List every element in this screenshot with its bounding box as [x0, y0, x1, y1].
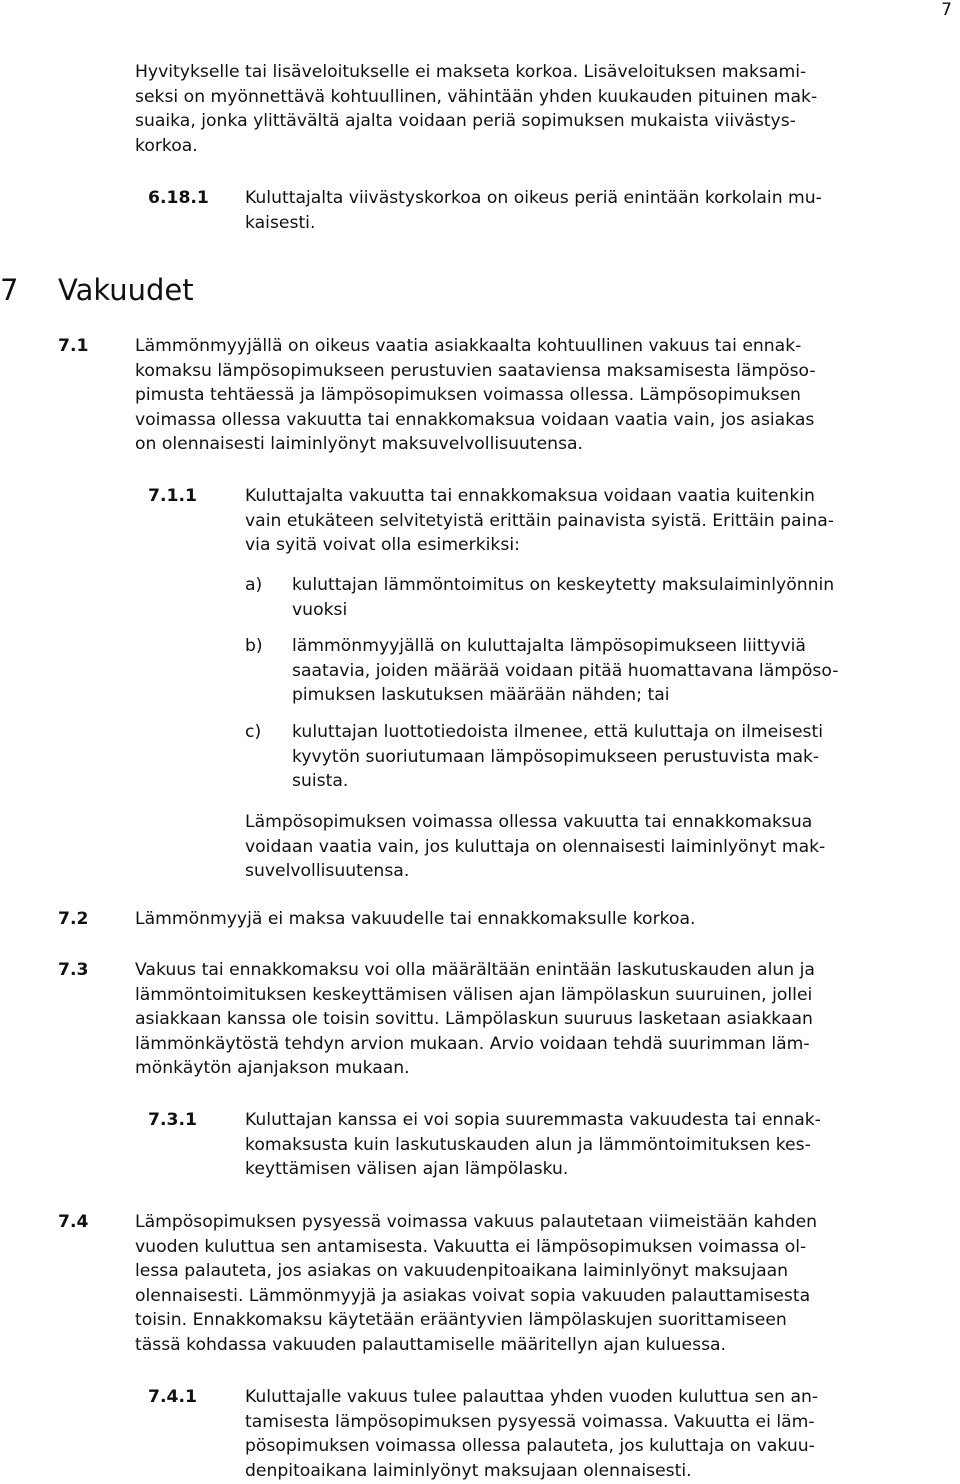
text-line: pimuksen laskutuksen määrään nähden; tai — [292, 685, 670, 706]
text-line: olennaisesti. Lämmönmyyjä ja asiakas voivat sopia vakuuden palauttamisesta — [135, 1285, 811, 1306]
section-7-1-text — [135, 334, 816, 457]
text-line: suvelvollisuutensa. — [245, 861, 410, 882]
text-line: voidaan vaatia vain, jos kuluttaja on olennaisesti laiminlyönyt mak- — [245, 836, 826, 857]
intro-paragraph — [135, 60, 817, 158]
text-line: pimusta tehtäessä ja lämpösopimuksen voimassa ollessa. Lämpösopimuksen — [135, 385, 801, 406]
list-item-c — [292, 720, 823, 794]
text-line: Lämpösopimuksen voimassa ollessa vakuutta tai ennakkomaksua — [245, 812, 813, 832]
chapter-number: 7 — [0, 273, 19, 307]
text-line: denpitoaikana laiminlyönyt maksujaan olennaisesti. — [245, 1460, 692, 1481]
section-7-3-1-text — [245, 1108, 821, 1182]
text-line: on olennaisesti laiminlyönyt maksuvelvollisuutensa. — [135, 434, 584, 455]
text-line: kuluttajan lämmöntoimitus on keskeytetty maksulaiminlyönnin — [292, 575, 835, 595]
section-number-7-1: 7.1 — [58, 336, 89, 356]
text-line: pösopimuksen voimassa ollessa palauteta, jos kuluttaja on vakuu- — [245, 1436, 815, 1457]
text-line: lämmönkäytöstä tehdyn arvion mukaan. Arvio voidaan tehdä suurimman läm- — [135, 1033, 810, 1054]
text-line: lessa palauteta, jos asiakas on vakuudenpitoaikana laiminlyönyt maksujaan — [135, 1261, 789, 1282]
text-line: Kuluttajalta viivästyskorkoa on oikeus periä enintään korkolain mu- — [245, 188, 822, 208]
text-line: kyvytön suoriutumaan lämpösopimukseen perustuvista mak- — [292, 746, 820, 767]
section-number-7-3-1: 7.3.1 — [148, 1110, 197, 1130]
text-line: Lämmönmyyjä ei maksa vakuudelle tai ennakkomaksulle korkoa. — [135, 909, 696, 929]
text-line: lämmönmyyjällä on kuluttajalta lämpösopimukseen liittyviä — [292, 636, 806, 656]
text-line: kuluttajan luottotiedoista ilmenee, että kuluttaja on ilmeisesti — [292, 722, 823, 742]
section-number-7-2: 7.2 — [58, 909, 89, 929]
text-line: saatavia, joiden määrää voidaan pitää huomattavana lämpöso- — [292, 660, 839, 681]
text-line: Kuluttajalle vakuus tulee palauttaa yhden vuoden kuluttua sen an- — [245, 1387, 819, 1407]
text-line: keyttämisen välisen ajan lämpölasku. — [245, 1159, 569, 1180]
section-6-18-1-text — [245, 186, 822, 235]
chapter-title: Vakuudet — [58, 273, 194, 307]
section-number-7-4: 7.4 — [58, 1212, 89, 1232]
section-7-1-1-text — [245, 484, 834, 558]
text-line: mönkäytön ajanjakson mukaan. — [135, 1058, 410, 1079]
text-line: via syitä voivat olla esimerkiksi: — [245, 535, 520, 556]
text-line: suista. — [292, 771, 349, 792]
text-line: komaksu lämpösopimukseen perustuvien saataviensa maksamisesta lämpöso- — [135, 360, 816, 381]
text-line: Lämpösopimuksen pysyessä voimassa vakuus palautetaan viimeistään kahden — [135, 1212, 818, 1232]
text-line: Lämmönmyyjällä on oikeus vaatia asiakkaalta kohtuullinen vakuus tai ennak- — [135, 336, 802, 356]
section-7-3-text — [135, 958, 815, 1081]
text-line: Kuluttajan kanssa ei voi sopia suuremmasta vakuudesta tai ennak- — [245, 1110, 821, 1130]
text-line: asiakkaan kanssa ole toisin sovittu. Lämpölaskun suuruus lasketaan asiakkaan — [135, 1009, 813, 1030]
text-line: vuoksi — [292, 599, 348, 620]
text-line: vain etukäteen selvitetyistä erittäin painavista syistä. Erittäin paina- — [245, 510, 834, 531]
list-letter-c: c) — [245, 722, 262, 742]
text-line: suaika, jonka ylittävältä ajalta voidaan periä sopimuksen mukaista viivästys- — [135, 111, 796, 132]
text-line: voimassa ollessa vakuutta tai ennakkomaksua voidaan vaatia vain, jos asiakas — [135, 409, 815, 430]
list-letter-b: b) — [245, 636, 263, 656]
section-7-4-1-text — [245, 1385, 818, 1483]
text-line: kaisesti. — [245, 212, 316, 233]
text-line: Hyvitykselle tai lisäveloitukselle ei makseta korkoa. Lisäveloituksen maksami- — [135, 62, 807, 82]
text-line: lämmöntoimituksen keskeyttämisen välisen ajan lämpölaskun suuruinen, jollei — [135, 984, 813, 1005]
text-line: Vakuus tai ennakkomaksu voi olla määrältään enintään laskutuskauden alun ja — [135, 960, 815, 980]
text-line: komaksusta kuin laskutuskauden alun ja lämmöntoimituksen kes- — [245, 1134, 811, 1155]
section-7-1-1-closing — [245, 810, 825, 884]
text-line: korkoa. — [135, 135, 198, 156]
text-line: seksi on myönnettävä kohtuullinen, vähintään yhden kuukauden pituinen mak- — [135, 86, 818, 107]
text-line: Kuluttajalta vakuutta tai ennakkomaksua voidaan vaatia kuitenkin — [245, 486, 815, 506]
chapter-heading — [0, 270, 194, 310]
section-number-7-1-1: 7.1.1 — [148, 486, 197, 506]
section-number-7-4-1: 7.4.1 — [148, 1387, 197, 1407]
section-7-2-text — [135, 907, 696, 932]
section-number-6-18-1: 6.18.1 — [148, 188, 209, 208]
text-line: toisin. Ennakkomaksu käytetään erääntyvien lämpölaskujen suorittamiseen — [135, 1310, 787, 1331]
list-item-a — [292, 573, 834, 622]
section-7-4-text — [135, 1210, 817, 1358]
text-line: vuoden kuluttua sen antamisesta. Vakuutta ei lämpösopimuksen voimassa ol- — [135, 1236, 807, 1257]
section-number-7-3: 7.3 — [58, 960, 89, 980]
text-line: tamisesta lämpösopimuksen pysyessä voimassa. Vakuutta ei läm- — [245, 1411, 815, 1432]
list-letter-a: a) — [245, 575, 263, 595]
list-item-b — [292, 634, 838, 708]
text-line: tässä kohdassa vakuuden palauttamiselle määritellyn ajan kuluessa. — [135, 1334, 727, 1355]
page-number: 7 — [941, 0, 952, 20]
